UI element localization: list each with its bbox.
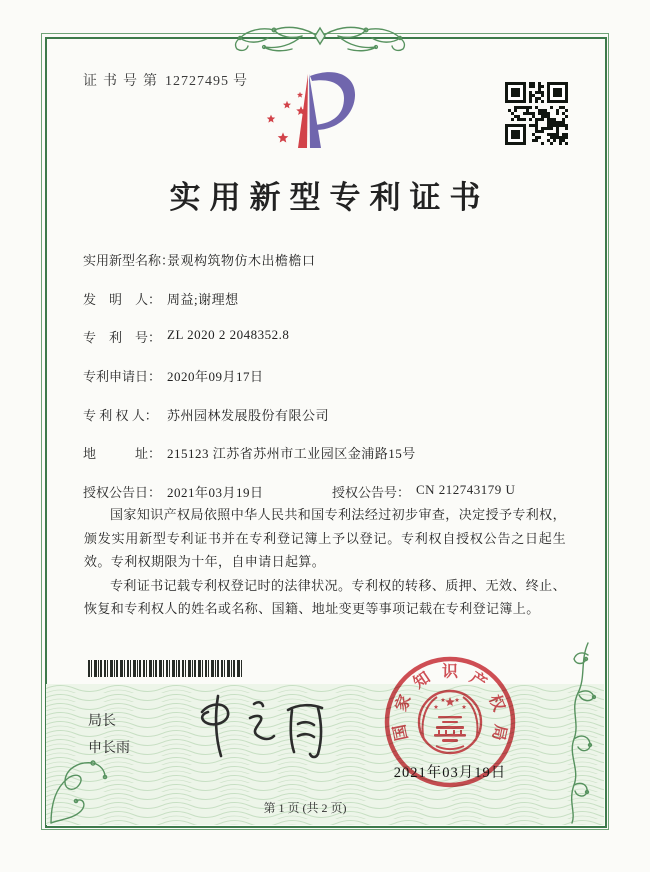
field-value: 215123 江苏省苏州市工业园区金浦路15号 (167, 446, 416, 461)
field-row-filing-date (83, 366, 583, 386)
certificate-number-value: 12727495 (165, 74, 229, 89)
seal-date: 2021年03月19日 (393, 765, 507, 781)
field-value: 苏州园林发展股份有限公司 (167, 408, 330, 423)
svg-text:知: 知 (410, 669, 434, 693)
field-label: 实用新型名称： (83, 253, 175, 268)
grant-number-label: 授权公告号： (332, 485, 411, 500)
certificate-number (83, 70, 247, 90)
field-row-grant (83, 482, 583, 502)
field-label: 授权公告日： (83, 485, 162, 500)
field-row-name (83, 250, 583, 270)
certificate-title: 实用新型专利证书 (169, 180, 490, 215)
grant-number-value: CN 212743179 U (416, 482, 516, 497)
svg-text:国: 国 (391, 722, 412, 742)
field-value: 2021年03月19日 (167, 485, 264, 500)
field-label: 地 址： (83, 446, 162, 461)
svg-text:家: 家 (392, 692, 415, 714)
corner-flourish-right-icon (552, 641, 596, 825)
qr-code (505, 82, 568, 145)
svg-text:局: 局 (488, 722, 509, 742)
field-value: 2020年09月17日 (167, 369, 264, 384)
field-label: 专 利 权 人： (83, 408, 158, 423)
barcode (88, 660, 246, 677)
top-dragon-ornament-icon (230, 21, 410, 57)
field-value: 景观构筑物仿木出檐檐口 (167, 253, 316, 268)
legal-text (84, 503, 566, 621)
corner-flourish-left-icon (47, 757, 111, 825)
cnipa-logo-icon (252, 70, 367, 155)
field-value: ZL 2020 2 2048352.8 (167, 327, 290, 342)
certificate-number-suffix: 号 (233, 74, 247, 89)
legal-paragraph-2: 专利证书记载专利权登记时的法律状况。专利权的转移、质押、无效、终止、恢复和专利权人的姓名或名称、国籍、地址变更等事项记载在专利登记簿上。 (84, 577, 566, 616)
national-emblem-icon (419, 691, 481, 753)
field-row-inventor (83, 289, 583, 309)
officer-title: 局长 (88, 714, 116, 729)
field-row-patent-number (83, 327, 583, 347)
officer-name: 申长雨 (88, 741, 130, 756)
svg-text:产: 产 (466, 669, 490, 693)
svg-text:权: 权 (485, 692, 508, 714)
certificate-number-prefix: 证书号第 (83, 74, 163, 89)
field-label: 专利申请日： (83, 369, 162, 384)
legal-paragraph-1: 国家知识产权局依照中华人民共和国专利法经过初步审查，决定授予专利权，颁发实用新型专利证书并在专利登记簿上予以登记。专利权自授权公告之日起生效。专利权期限为十年，自申请日起算。 (84, 507, 566, 569)
field-value: 周益;谢理想 (167, 292, 239, 307)
field-row-address (83, 443, 583, 463)
director-signature (188, 690, 330, 762)
officer-block (88, 708, 130, 762)
field-row-patentee (83, 405, 583, 425)
field-label: 发 明 人： (83, 292, 162, 307)
page-number: 第 1 页 (共 2 页) (263, 801, 347, 815)
field-label: 专 利 号： (83, 330, 162, 345)
svg-text:识: 识 (441, 663, 459, 681)
